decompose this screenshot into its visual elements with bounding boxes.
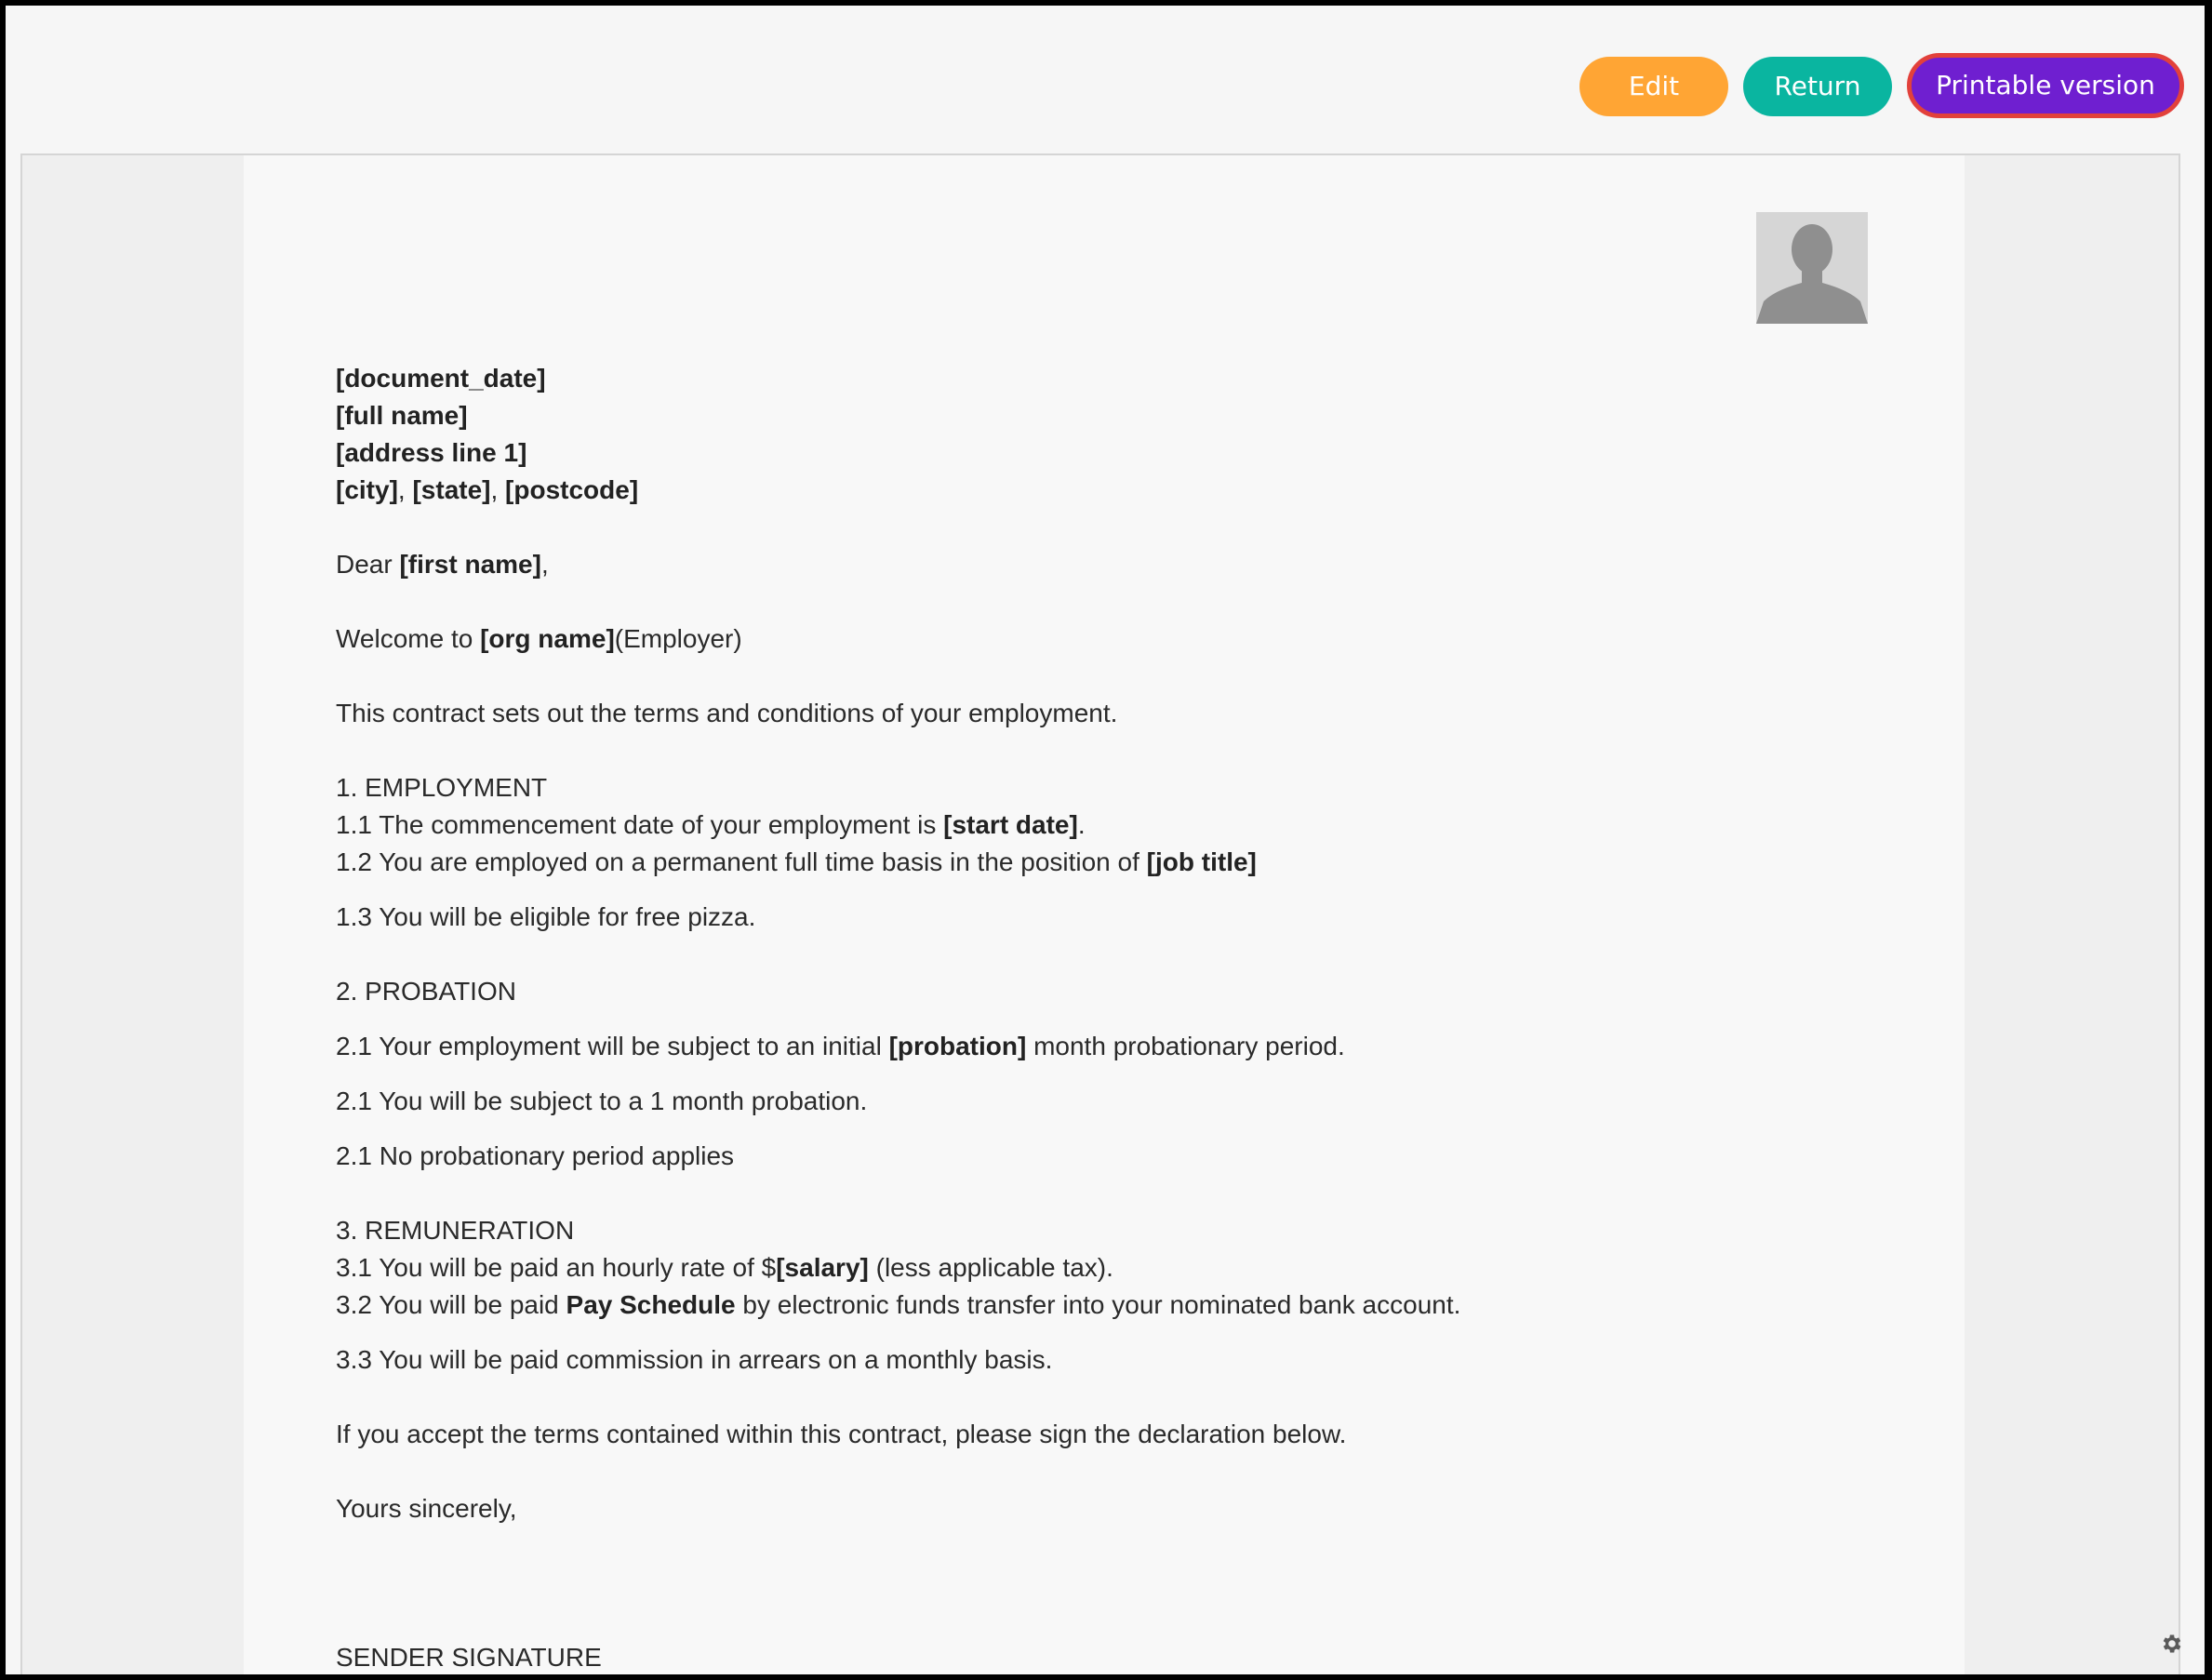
greeting: Dear [first name], [336, 550, 549, 579]
clause-2-1-one-month: 2.1 You will be subject to a 1 month probation. [336, 1087, 868, 1115]
clause-3-2: 3.2 You will be paid Pay Schedule by electronic funds transfer into your nominated bank account. [336, 1290, 1461, 1319]
intro-paragraph: This contract sets out the terms and conditions of your employment. [336, 699, 1118, 727]
recipient-name: [full name] [336, 401, 468, 430]
app-screen [6, 6, 2205, 1674]
section-heading-employment: 1. EMPLOYMENT [336, 773, 548, 802]
acceptance-paragraph: If you accept the terms contained within this contract, please sign the declaration below. [336, 1420, 1347, 1448]
clause-2-1-none: 2.1 No probationary period applies [336, 1141, 735, 1170]
clause-2-1-initial: 2.1 Your employment will be subject to an initial [probation] month probationary period. [336, 1032, 1345, 1060]
closing-line: Yours sincerely, [336, 1494, 517, 1523]
letter-body [336, 360, 1871, 1674]
printable-version-button[interactable]: Printable version [1907, 53, 2184, 118]
clause-1-3: 1.3 You will be eligible for free pizza. [336, 902, 756, 931]
clause-3-1: 3.1 You will be paid an hourly rate of $[salary] (less applicable tax). [336, 1253, 1113, 1282]
clause-1-1: 1.1 The commencement date of your employment is [start date]. [336, 810, 1086, 839]
section-heading-probation: 2. PROBATION [336, 977, 516, 1006]
welcome-line: Welcome to [org name](Employer) [336, 624, 742, 653]
recipient-address-line: [address line 1] [336, 438, 527, 467]
document-date: [document_date] [336, 364, 546, 393]
clause-1-2: 1.2 You are employed on a permanent full time basis in the position of [job title] [336, 847, 1257, 876]
section-heading-remuneration: 3. REMUNERATION [336, 1216, 575, 1245]
recipient-city-state-postcode: [city], [state], [postcode] [336, 475, 639, 504]
edit-button[interactable]: Edit [1579, 57, 1728, 116]
person-placeholder-icon [1756, 212, 1868, 324]
return-button[interactable]: Return [1743, 57, 1892, 116]
document-page [244, 155, 1965, 1674]
gear-icon[interactable] [2160, 1632, 2184, 1656]
document-frame[interactable] [20, 153, 2180, 1674]
clause-3-3: 3.3 You will be paid commission in arrears on a monthly basis. [336, 1345, 1053, 1374]
sender-signature-label: SENDER SIGNATURE [336, 1643, 602, 1672]
